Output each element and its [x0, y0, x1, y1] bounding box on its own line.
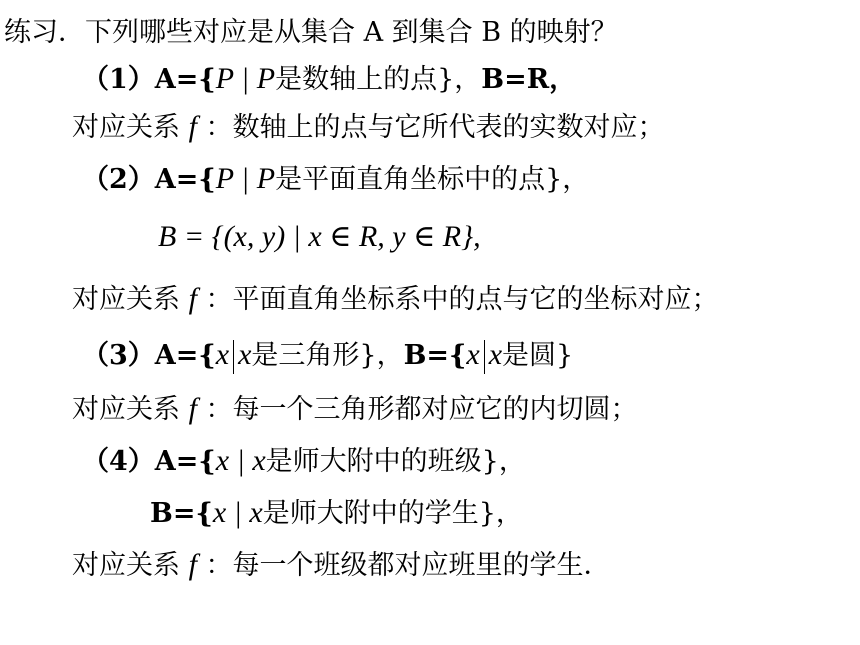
set-b-math: B = {(x, y) | x ∈ R, y ∈ R}, [158, 220, 481, 253]
item-1-definition [82, 60, 576, 99]
item-4-number: （4） [82, 446, 155, 477]
relation-prefix: 对应关系 [72, 550, 180, 581]
set-b-var2: x [249, 496, 263, 529]
set-b-open: B={ [403, 340, 467, 371]
relation-prefix: 对应关系 [72, 394, 180, 425]
set-a-var2: P [256, 62, 276, 95]
exercise-title [4, 14, 618, 52]
set-b-separator: | [226, 496, 250, 529]
item-3-definition [82, 336, 573, 375]
set-a-bar [233, 340, 234, 374]
set-a-var: x [215, 444, 230, 477]
set-a-var: P [215, 62, 234, 95]
item-3-number: （3） [82, 340, 155, 371]
relation-text: ：每一个班级都对应班里的学生． [205, 550, 611, 581]
set-a-var2: x [238, 338, 252, 371]
set-a-var: P [215, 162, 234, 195]
relation-prefix: 对应关系 [72, 112, 180, 143]
set-a-var2: P [256, 162, 276, 195]
set-a-separator: | [233, 62, 257, 95]
item-4-set-b [150, 494, 523, 533]
set-b-var: x [466, 338, 480, 371]
item-3-relation [72, 390, 638, 429]
title-text: 练习．下列哪些对应是从集合 A 到集合 B 的映射？ [4, 17, 618, 48]
set-a-open: A={ [154, 64, 216, 95]
relation-f: f [188, 282, 197, 315]
set-a-description: 是平面直角坐标中的点}， [275, 164, 590, 195]
item-4-definition [82, 442, 526, 481]
relation-text: ：数轴上的点与它所代表的实数对应； [205, 112, 665, 143]
item-2-set-b [158, 218, 481, 257]
set-a-open: A={ [154, 340, 216, 371]
set-b-definition: B=R， [481, 64, 577, 95]
set-b-description: 是师大附中的学生}， [262, 498, 523, 529]
set-a-description: 是三角形}， [251, 340, 404, 371]
relation-f: f [188, 392, 197, 425]
item-4-relation [72, 546, 611, 585]
set-b-open: B={ [150, 498, 213, 529]
set-a-open: A={ [154, 446, 216, 477]
relation-f: f [188, 548, 197, 581]
set-b-var: x [212, 496, 227, 529]
relation-text: ：平面直角坐标系中的点与它的坐标对应； [205, 284, 719, 315]
relation-f: f [188, 110, 197, 143]
item-2-definition [82, 160, 589, 199]
item-1-relation [72, 108, 665, 147]
set-b-bar [484, 340, 485, 374]
set-a-description: 是师大附中的班级}， [265, 446, 526, 477]
set-b-var2: x [488, 338, 503, 371]
set-a-separator: | [229, 444, 253, 477]
set-a-description: 是数轴上的点}， [275, 64, 482, 95]
item-2-relation [72, 280, 719, 319]
set-a-var: x [215, 338, 230, 371]
set-b-description: 是圆} [502, 340, 574, 371]
relation-prefix: 对应关系 [72, 284, 180, 315]
relation-text: ：每一个三角形都对应它的内切圆； [205, 394, 638, 425]
set-a-separator: | [233, 162, 257, 195]
item-2-number: （2） [82, 164, 155, 195]
set-a-open: A={ [154, 164, 216, 195]
item-1-number: （1） [82, 64, 155, 95]
set-a-var2: x [252, 444, 266, 477]
